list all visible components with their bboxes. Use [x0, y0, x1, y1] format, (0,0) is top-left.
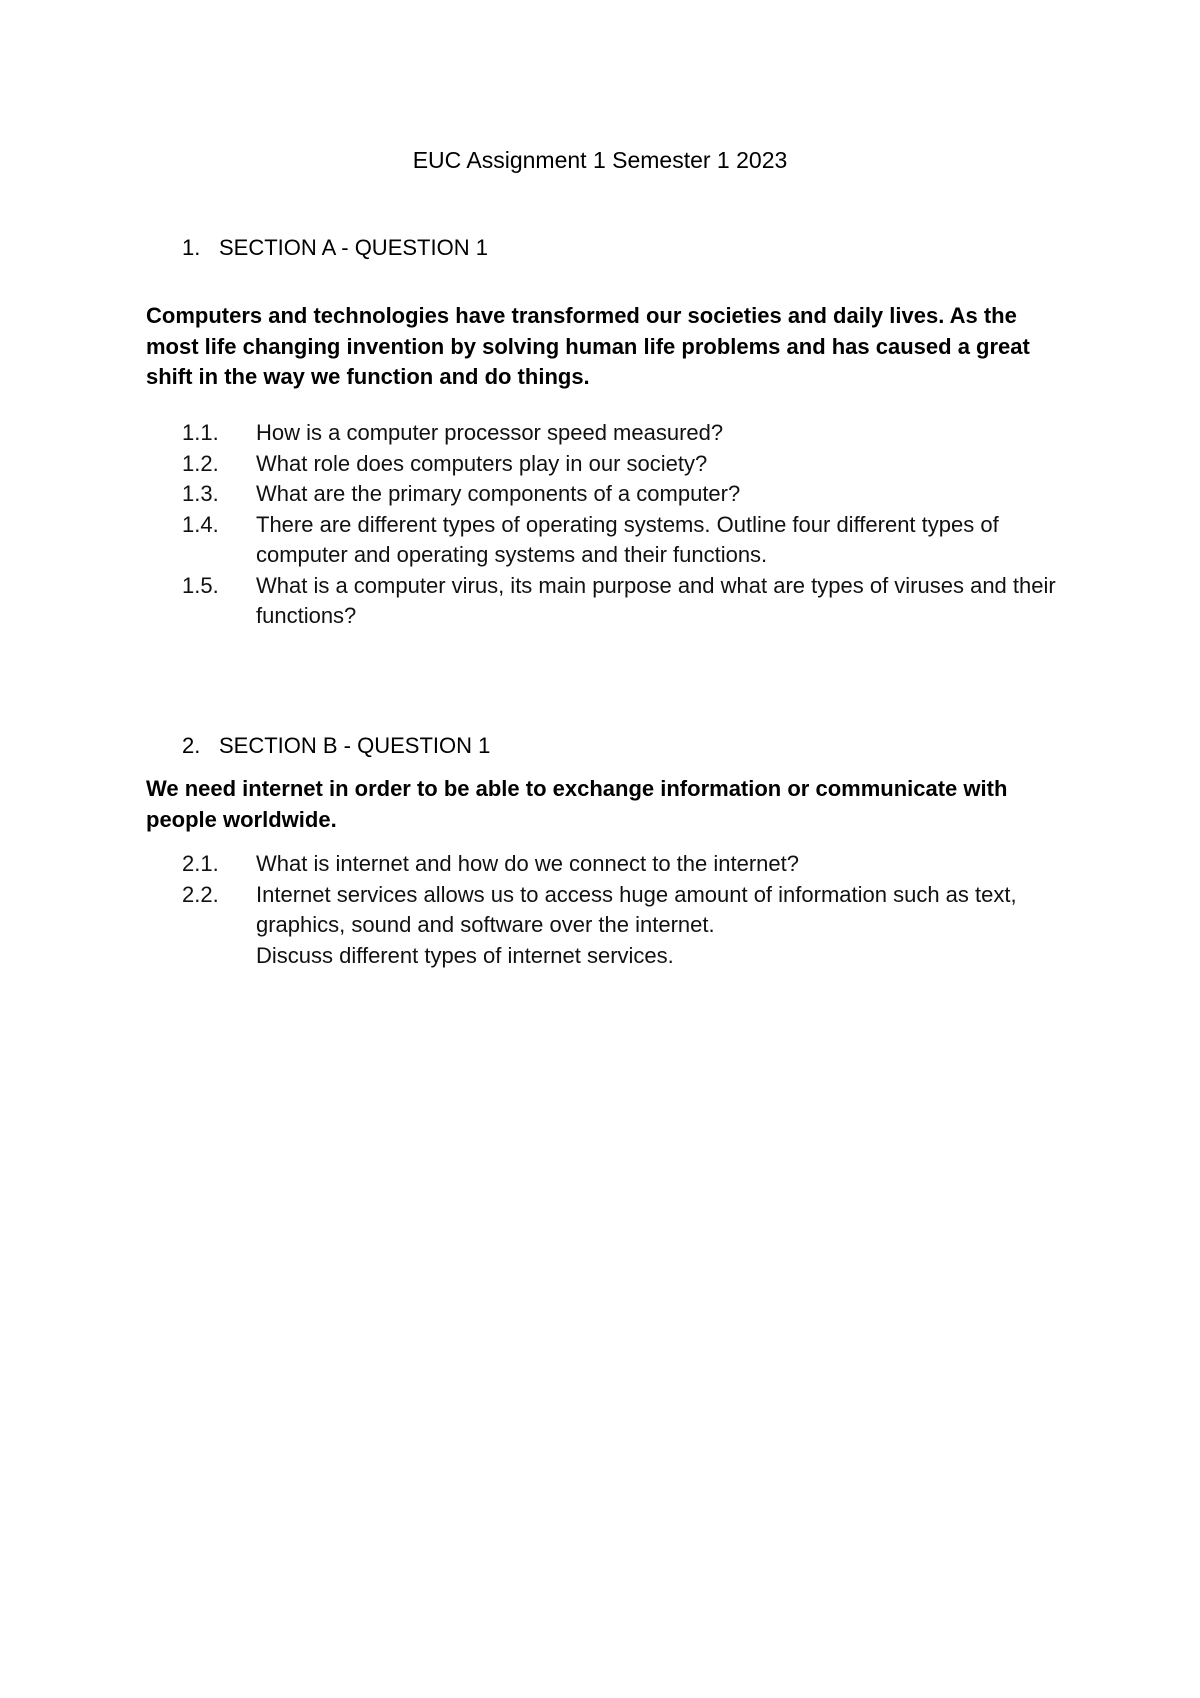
question-1-1	[182, 418, 1062, 449]
document-title: EUC Assignment 1 Semester 1 2023	[412, 147, 788, 173]
section-a-number: 1.	[182, 235, 201, 260]
section-a-heading	[182, 233, 488, 263]
question-text: How is a computer processor speed measured?	[256, 420, 724, 445]
question-2-1	[182, 849, 1062, 880]
question-number: 1.5.	[182, 572, 219, 598]
section-a-intro: Computers and technologies have transformed our societies and daily lives. As the most life changing invention by solving human life problems and has caused a great shift in the way we function and do things.	[146, 303, 1030, 389]
section-b-intro: We need internet in order to be able to exchange information or communicate with people worldwide.	[146, 776, 1008, 832]
question-number: 1.2.	[182, 450, 219, 476]
question-text: There are different types of operating systems. Outline four different types of computer and operating systems and their functions.	[256, 511, 999, 567]
question-number: 1.4.	[182, 511, 219, 537]
question-1-5	[182, 571, 1062, 632]
section-a-question-list	[182, 418, 1062, 632]
section-b-number: 2.	[182, 733, 201, 758]
section-b-question-list	[182, 849, 1062, 971]
section-b-heading	[182, 731, 490, 761]
question-number: 2.2.	[182, 881, 219, 907]
question-number: 1.3.	[182, 481, 219, 506]
question-text: What is internet and how do we connect to the internet?	[256, 851, 799, 876]
question-number: 2.1.	[182, 851, 219, 876]
question-text: What role does computers play in our society?	[256, 450, 708, 476]
question-1-2	[182, 449, 1062, 480]
question-number: 1.1.	[182, 420, 219, 445]
question-2-2	[182, 880, 1062, 972]
question-1-3	[182, 479, 1062, 510]
question-text: What is a computer virus, its main purpose and what are types of viruses and their functions?	[256, 572, 1056, 628]
question-1-4	[182, 510, 1062, 571]
question-text: What are the primary components of a computer?	[256, 481, 741, 506]
question-text: Internet services allows us to access huge amount of information such as text, graphics, sound and software over the internet. Discuss different types of internet services.	[256, 881, 1017, 968]
section-b-title: SECTION B - QUESTION 1	[219, 733, 491, 758]
section-a-title: SECTION A - QUESTION 1	[219, 235, 488, 260]
